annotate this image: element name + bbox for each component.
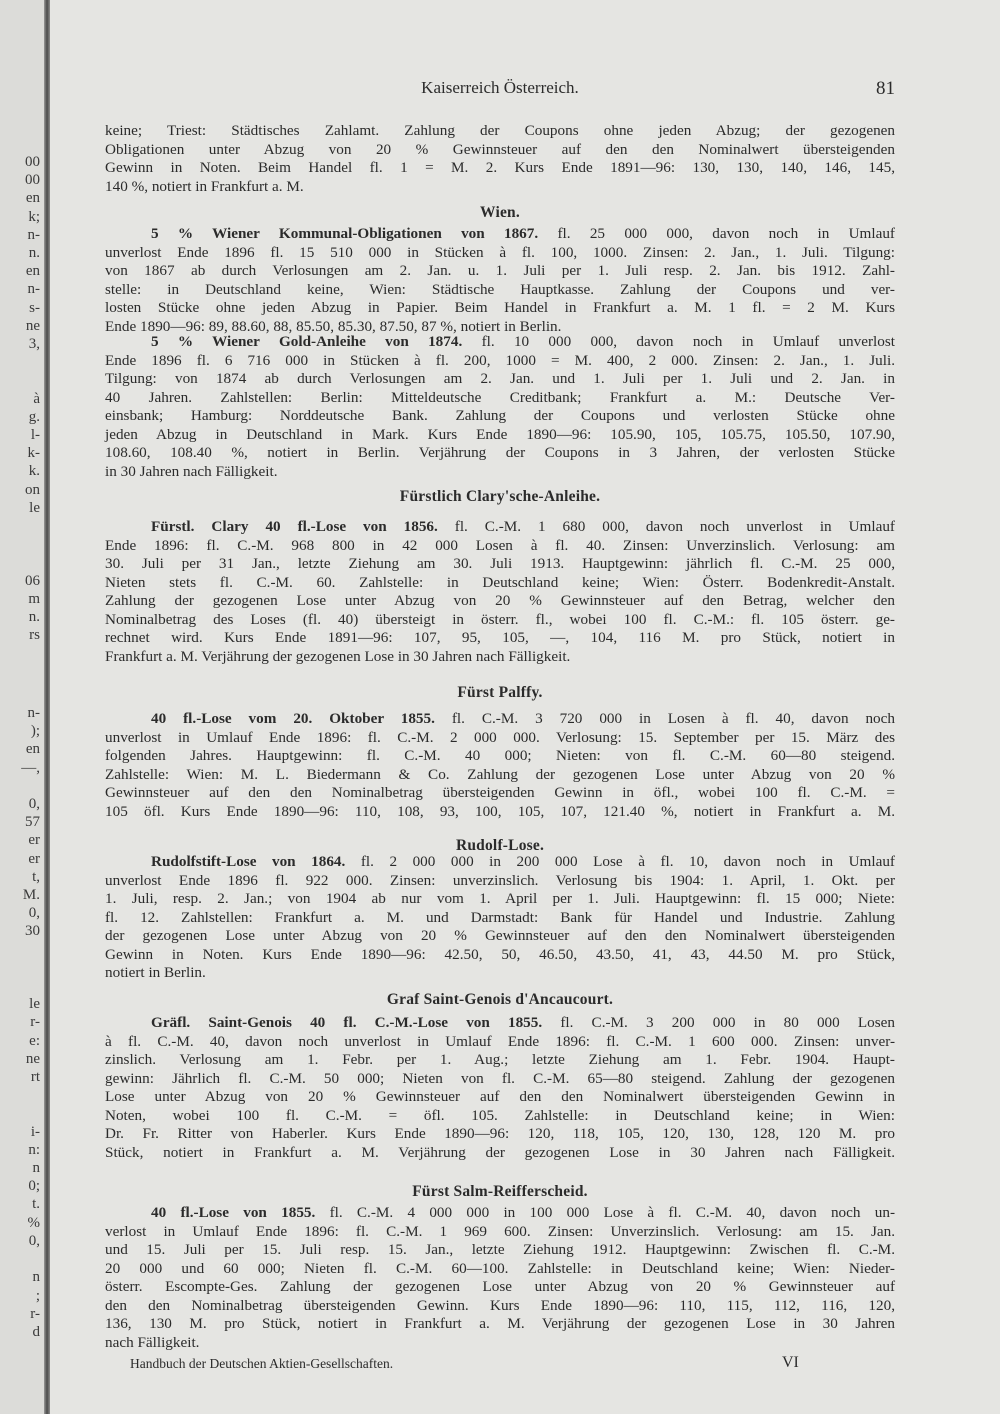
text-line: Noten, wobei 100 fl. C.-M. = öfl. 105. Zahlstelle: in Deutschland keine; in Wien: xyxy=(105,1106,895,1124)
entry-title: Rudolfstift-Lose von 1864. xyxy=(151,853,346,870)
text-line: 20 000 und 60 000; Nieten fl. C.-M. 60—100. Zahlstelle: in Deutschland keine; Wien: Nieder- xyxy=(105,1259,895,1277)
entry-title: 5 % Wiener Gold-Anleihe von 1874. xyxy=(151,333,463,350)
text-line: Dr. Fr. Ritter von Haberler. Kurs Ende 1890—96: 120, 118, 105, 120, 130, 128, 120 M. pro xyxy=(105,1125,895,1142)
page-footer xyxy=(130,1356,830,1372)
text-line: Rudolfstift-Lose von 1864. fl. 2 000 000 in 200 000 Lose à fl. 10, davon noch in Umlauf xyxy=(151,853,895,870)
text-line: unverlost in Umlauf Ende 1896: fl. C.-M. 2 000 000. Verlosung: 15. September per 15. März des xyxy=(105,728,895,746)
text-line: folgenden Jahres. Hauptgewinn: fl. C.-M. 40 000; Nieten: von fl. C.-M. 60—80 steigend. xyxy=(105,747,895,764)
paragraph xyxy=(105,225,895,336)
text-line: unverlost Ende 1896 fl. 922 000. Zinsen: unverzinslich. Verlosung bis 1904: 1. April, 1. Okt. per xyxy=(105,871,895,889)
text-line: österr. Escompte-Ges. Zahlung der gezogenen Lose unter Abzug von 20 % Gewinnsteuer auf xyxy=(105,1278,895,1295)
running-title: Kaiserreich Österreich. xyxy=(421,78,579,97)
text-line: Stück, notiert in Frankfurt a. M. Verjährung der gezogenen Lose in 30 Jahren nach Fälligkeit. xyxy=(105,1143,895,1161)
text-line: 108.60, 108.40 %, notiert in Berlin. Verjährung der Coupons in 3 Jahren, der verlosten Stücke xyxy=(105,444,895,461)
previous-page-fragment: n- ); en —, 0, 57 er er t, M. 0, 30 le r- e: ne rt i- n: n 0; t. % 0, n ; r- d xyxy=(21,705,40,1340)
text-line: Nominalbetrag des Loses (fl. 40) übersteigt in österr. fl., wobei 100 fl. C.-M.: fl. 105 österr. ge- xyxy=(105,610,895,628)
paragraph xyxy=(105,853,895,983)
text-line: Gewinn in Noten. Beim Handel fl. 1 = M. 2. Kurs Ende 1891—96: 130, 130, 140, 146, 145, xyxy=(105,159,895,176)
section-heading: Fürst Salm-Reifferscheid. xyxy=(412,1183,588,1200)
text-line: Ende 1896: fl. C.-M. 968 800 in 42 000 Losen à fl. 40. Zinsen: Unverzinslich. Verlosung: am xyxy=(105,536,895,554)
page-number: 81 xyxy=(876,78,895,99)
text-line: 105 öfl. Kurs Ende 1890—96: 110, 108, 93, 100, 105, 107, 121.40 %, notiert in Frankfurt a. M. xyxy=(105,802,895,820)
previous-page-margin xyxy=(0,0,44,1414)
book-gutter xyxy=(44,0,50,1414)
text-line: Obligationen unter Abzug von 20 % Gewinnsteuer auf den den Nominalwert übersteigenden xyxy=(105,140,895,158)
text-line: 1. Juli, resp. 2. Jan.; von 1904 ab nur vom 1. April per 1. Juli. Hauptgewinn: fl. 15 000; Niete: xyxy=(105,890,895,907)
text-line: den den Nominalbetrag übersteigenden Gewinn. Kurs Ende 1890—96: 110, 115, 112, 116, 120, xyxy=(105,1296,895,1314)
text-line: 136, 130 M. pro Stück, notiert in Frankfurt a. M. Verjährung der gezogenen Lose in 30 Jahren xyxy=(105,1315,895,1332)
paragraph xyxy=(105,333,895,481)
footer-title: Handbuch der Deutschen Aktien-Gesellschaften. xyxy=(130,1356,394,1371)
text-line: Gewinn in Noten. Kurs Ende 1890—96: 42.50, 50, 46.50, 43.50, 41, 43, 44.50 M. pro Stück, xyxy=(105,945,895,963)
text-line: Ende 1896 fl. 6 716 000 in Stücken à fl. 200, 1000 = M. 400, 2 000. Zinsen: 2. Jan., 1. Juli. xyxy=(105,351,895,369)
previous-page-fragment: 00 00 en k; n- n. en n- s- ne 3, à g. l- k- k. on le 06 m n. rs xyxy=(25,154,40,644)
text-line: und 15. Juli per 15. Juli resp. 15. Jan., letzte Ziehung 1912. Hauptgewinn: Zwischen fl. C.-M. xyxy=(105,1241,895,1258)
entry-title: 5 % Wiener Kommunal-Obligationen von 1867. xyxy=(151,225,539,242)
text-line: einsbank; Hamburg: Norddeutsche Bank. Zahlung der Coupons und verlosten Stücke ohne xyxy=(105,407,895,424)
text-line: Gräfl. Saint-Genois 40 fl. C.-M.-Lose von 1855. fl. C.-M. 3 200 000 in 80 000 Losen xyxy=(151,1014,895,1031)
text-line: à fl. C.-M. 40, davon noch unverlost in Umlauf Ende 1896: fl. C.-M. 1 600 000. Zinsen: unver- xyxy=(105,1032,895,1050)
text-line: Gewinnsteuer auf den den Nominalbetrag übersteigenden Gewinn in öfl., wobei 100 fl. C.-M. = xyxy=(105,784,895,801)
text-line: der gezogenen Lose unter Abzug von 20 % Gewinnsteuer auf den den Nominalwert übersteigenden xyxy=(105,927,895,944)
text-line: 5 % Wiener Gold-Anleihe von 1874. fl. 10 000 000, davon noch in Umlauf unverlost xyxy=(151,333,895,350)
signature-mark: VI xyxy=(782,1354,799,1371)
section-heading: Fürstlich Clary'sche-Anleihe. xyxy=(399,488,601,505)
text-line: 140 %, notiert in Frankfurt a. M. xyxy=(105,177,304,195)
text-line: gewinn: Jährlich fl. C.-M. 50 000; Nieten von fl. C.-M. 65—80 steigend. Zahlung der gezogenen xyxy=(105,1069,895,1087)
section-heading: Wien. xyxy=(480,204,520,221)
text-line: 40 Jahren. Zahlstellen: Berlin: Mitteldeutsche Creditbank; Frankfurt a. M.: Deutsche Ver- xyxy=(105,388,895,406)
text-line: 30. Juli per 31 Jan., letzte Ziehung am 30. Juli 1913. Hauptgewinn: jährlich fl. C.-M. 25 000, xyxy=(105,555,895,572)
entry-title: 40 fl.-Lose vom 20. Oktober 1855. xyxy=(151,710,435,727)
text-line: Fürstl. Clary 40 fl.-Lose von 1856. fl. C.-M. 1 680 000, davon noch unverlost in Umlauf xyxy=(151,518,895,535)
entry-title: 40 fl.-Lose von 1855. xyxy=(151,1204,316,1221)
paragraph xyxy=(105,518,895,666)
text-line: notiert in Berlin. xyxy=(105,964,206,981)
text-line: stelle: in Deutschland keine, Wien: Städtische Hauptkasse. Zahlung der Coupons und ver- xyxy=(105,280,895,298)
text-line: fl. 12. Zahlstellen: Frankfurt a. M. und Darmstadt: Bank für Handel und Industrie. Zahlung xyxy=(105,908,895,926)
text-line: keine; Triest: Städtisches Zahlamt. Zahlung der Coupons ohne jeden Abzug; der gezogenen xyxy=(105,122,895,139)
text-line: 5 % Wiener Kommunal-Obligationen von 1867. fl. 25 000 000, davon noch in Umlauf xyxy=(151,225,895,242)
text-line: rechnet wird. Kurs Ende 1891—96: 107, 95, 105, —, 104, 116 M. pro Stück, notiert in xyxy=(105,629,895,646)
text-line: Frankfurt a. M. Verjährung der gezogenen Lose in 30 Jahren nach Fälligkeit. xyxy=(105,647,571,665)
text-line: losten Stücke ohne jeden Abzug in Papier. Beim Handel in Frankfurt a. M. 1 fl. = 2 M. Kurs xyxy=(105,299,895,316)
text-line: zinslich. Verlosung am 1. Febr. per 1. Aug.; letzte Ziehung am 1. Febr. 1904. Haupt- xyxy=(105,1051,895,1068)
text-line: Zahlung der gezogenen Lose unter Abzug von 20 % Gewinnsteuer auf den Betrag, welcher den xyxy=(105,592,895,609)
text-line: 40 fl.-Lose von 1855. fl. C.-M. 4 000 000 in 100 000 Lose à fl. C.-M. 40, davon noch un- xyxy=(151,1204,895,1221)
section-heading: Fürst Palffy. xyxy=(457,684,543,701)
entry-title: Gräfl. Saint-Genois 40 fl. C.-M.-Lose von 1855. xyxy=(151,1014,543,1031)
section-heading: Graf Saint-Genois d'Ancaucourt. xyxy=(386,991,614,1008)
text-line: in 30 Jahren nach Fälligkeit. xyxy=(105,462,278,480)
text-line: Ende 1890—96: 89, 88.60, 88, 85.50, 85.30, 87.50, 87 %, notiert in Berlin. xyxy=(105,317,562,335)
text-line: jeden Abzug in Deutschland in Mark. Kurs Ende 1890—96: 105.90, 105, 105.75, 105.50, 107.90, xyxy=(105,425,895,443)
paragraph xyxy=(105,1014,895,1162)
section-heading: Rudolf-Lose. xyxy=(455,837,545,854)
paragraph xyxy=(105,122,895,196)
text-line: nach Fälligkeit. xyxy=(105,1333,200,1351)
text-line: Tilgung: von 1874 ab durch Verlosungen am 2. Jan. und 1. Juli per 1. Juli und 2. Jan. in xyxy=(105,370,895,387)
text-line: Lose unter Abzug von 20 % Gewinnsteuer auf den den Nominalwert übersteigenden Gewinn in xyxy=(105,1088,895,1105)
paragraph xyxy=(105,710,895,821)
text-line: verlost in Umlauf Ende 1896: fl. C.-M. 1 969 600. Zinsen: Unverzinslich. Verlosung: am 15. Jan. xyxy=(105,1222,895,1240)
text-line: Zahlstelle: Wien: M. L. Biedermann & Co. Zahlung der gezogenen Lose unter Abzug von 20 % xyxy=(105,765,895,783)
text-line: von 1867 ab durch Verlosungen am 2. Jan. u. 1. Juli per 1. Juli resp. 2. Jan. bis 1912. Zahl- xyxy=(105,262,895,279)
text-line: 40 fl.-Lose vom 20. Oktober 1855. fl. C.-M. 3 720 000 in Losen à fl. 40, davon noch xyxy=(151,710,895,727)
text-line: Nieten stets fl. C.-M. 60. Zahlstelle: in Deutschland keine; Wien: Österr. Bodenkredit-Anstalt. xyxy=(105,573,895,591)
entry-title: Fürstl. Clary 40 fl.-Lose von 1856. xyxy=(151,518,438,535)
paragraph xyxy=(105,1204,895,1352)
text-line: unverlost Ende 1896 fl. 15 510 000 in Stücken à fl. 100, 1000. Zinsen: 2. Jan., 1. Juli. Tilgung: xyxy=(105,243,895,261)
